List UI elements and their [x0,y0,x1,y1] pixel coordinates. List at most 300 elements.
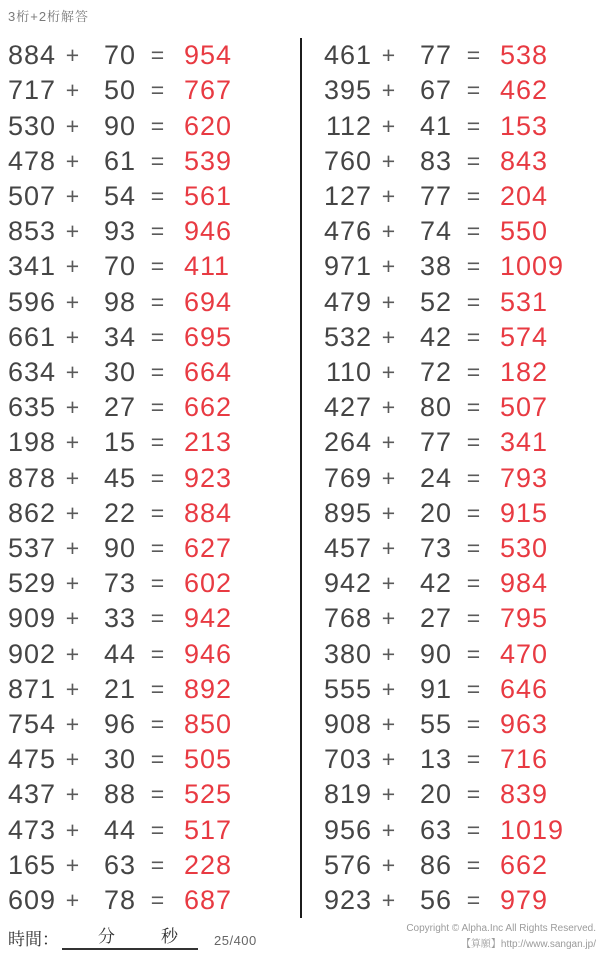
answer: 228 [184,849,233,880]
equals-sign: = [150,358,166,385]
equals-sign: = [466,358,482,385]
operand-b: 70 [103,251,136,282]
answer: 1009 [500,251,565,282]
operand-b: 90 [103,532,136,563]
problem-row [4,601,300,636]
operand-b: 34 [103,321,136,352]
problem-row [320,672,600,707]
answer: 767 [184,75,233,106]
equals-sign: = [466,851,482,878]
operand-b: 73 [103,568,136,599]
equals-sign: = [150,781,166,808]
operand-a: 768 [323,603,372,634]
operand-a: 909 [7,603,56,634]
answer: 695 [184,321,233,352]
operand-a: 661 [7,321,56,352]
operand-a: 760 [323,145,372,176]
answer: 662 [184,392,233,423]
operand-b: 55 [419,708,452,739]
plus-sign: + [65,816,81,843]
operand-b: 38 [419,251,452,282]
plus-sign: + [381,429,397,456]
equals-sign: = [150,534,166,561]
problem-row [320,284,600,319]
problem-row [320,531,600,566]
answer: 694 [184,286,233,317]
problem-row [4,144,300,179]
answer: 550 [500,216,549,247]
answer: 946 [184,638,233,669]
page-title: 3桁+2桁解答 [8,9,90,24]
operand-b: 78 [103,884,136,915]
plus-sign: + [381,253,397,280]
operand-a: 475 [7,744,56,775]
plus-sign: + [381,288,397,315]
answer: 839 [500,779,549,810]
operand-a: 769 [323,462,372,493]
operand-a: 380 [323,638,372,669]
plus-sign: + [381,710,397,737]
plus-sign: + [65,147,81,174]
plus-sign: + [65,640,81,667]
problem-row [320,320,600,355]
minutes-label: 分 [98,927,115,946]
problem-row [320,108,600,143]
operand-a: 529 [7,568,56,599]
answer: 946 [184,216,233,247]
equals-sign: = [466,886,482,913]
plus-sign: + [381,182,397,209]
operand-b: 52 [419,286,452,317]
answer: 687 [184,884,233,915]
equals-sign: = [150,253,166,280]
operand-b: 30 [103,356,136,387]
problem-row [4,214,300,249]
operand-b: 27 [103,392,136,423]
problem-row [4,707,300,742]
answer: 646 [500,673,549,704]
problem-row [4,566,300,601]
answer: 923 [184,462,233,493]
equals-sign: = [466,605,482,632]
operand-a: 635 [7,392,56,423]
operand-a: 895 [323,497,372,528]
equals-sign: = [466,42,482,69]
answer: 850 [184,708,233,739]
problem-row [320,249,600,284]
equals-sign: = [466,112,482,139]
answer: 531 [500,286,549,317]
operand-b: 30 [103,744,136,775]
answer: 915 [500,497,549,528]
answer: 213 [184,427,233,458]
equals-sign: = [150,746,166,773]
problem-row [320,601,600,636]
operand-b: 54 [103,180,136,211]
operand-a: 530 [7,110,56,141]
operand-a: 609 [7,884,56,915]
problem-row [320,777,600,812]
answer: 984 [500,568,549,599]
problem-row [4,425,300,460]
problem-row [320,144,600,179]
plus-sign: + [65,464,81,491]
plus-sign: + [65,358,81,385]
equals-sign: = [150,464,166,491]
problem-row [4,73,300,108]
operand-a: 923 [323,884,372,915]
equals-sign: = [466,288,482,315]
problem-row [320,460,600,495]
answer: 963 [500,708,549,739]
operand-b: 24 [419,462,452,493]
operand-b: 20 [419,779,452,810]
problem-row [4,249,300,284]
problem-row [320,883,600,918]
operand-b: 42 [419,321,452,352]
equals-sign: = [150,605,166,632]
plus-sign: + [381,746,397,773]
equals-sign: = [466,147,482,174]
operand-a: 479 [323,286,372,317]
equals-sign: = [150,710,166,737]
plus-sign: + [381,323,397,350]
operand-a: 427 [323,392,372,423]
time-label: 時間： [8,930,59,949]
equals-sign: = [466,182,482,209]
problem-row [320,38,600,73]
problem-row [4,636,300,671]
operand-a: 555 [323,673,372,704]
equals-sign: = [150,77,166,104]
plus-sign: + [381,886,397,913]
problem-row [4,777,300,812]
operand-a: 476 [323,216,372,247]
plus-sign: + [381,851,397,878]
problem-row [320,425,600,460]
operand-b: 96 [103,708,136,739]
answer: 884 [184,497,233,528]
operand-a: 703 [323,744,372,775]
answer: 979 [500,884,549,915]
plus-sign: + [381,816,397,843]
operand-a: 127 [323,180,372,211]
operand-b: 83 [419,145,452,176]
equals-sign: = [150,323,166,350]
answer: 525 [184,779,233,810]
problem-row [4,38,300,73]
equals-sign: = [466,218,482,245]
operand-b: 72 [419,356,452,387]
answer: 204 [500,180,549,211]
problem-row [320,179,600,214]
equals-sign: = [466,534,482,561]
operand-b: 77 [419,180,452,211]
operand-a: 902 [7,638,56,669]
operand-a: 884 [7,40,56,71]
seconds-label: 秒 [161,927,178,946]
problem-row [4,284,300,319]
plus-sign: + [381,605,397,632]
equals-sign: = [466,429,482,456]
equals-sign: = [150,218,166,245]
problem-row [320,812,600,847]
operand-b: 63 [103,849,136,880]
problem-row [4,812,300,847]
operand-b: 56 [419,884,452,915]
operand-b: 13 [419,744,452,775]
copyright-block [406,921,596,952]
operand-a: 537 [7,532,56,563]
problem-row [4,848,300,883]
equals-sign: = [150,886,166,913]
equals-sign: = [466,323,482,350]
operand-a: 717 [7,75,56,106]
plus-sign: + [65,605,81,632]
copyright-line2: 【算願】http://www.sangan.jp/ [460,938,596,950]
problem-row [320,848,600,883]
problems-area [0,38,600,918]
equals-sign: = [150,851,166,878]
plus-sign: + [65,534,81,561]
operand-b: 22 [103,497,136,528]
operand-b: 45 [103,462,136,493]
answer: 411 [184,251,231,282]
answer: 664 [184,356,233,387]
problem-row [4,672,300,707]
problem-row [320,566,600,601]
problem-row [4,742,300,777]
plus-sign: + [65,710,81,737]
operand-b: 80 [419,392,452,423]
problem-row [4,108,300,143]
copyright-line1: Copyright © Alpha.Inc All Rights Reserved. [406,923,596,934]
operand-b: 15 [103,427,136,458]
plus-sign: + [65,886,81,913]
answer: 843 [500,145,549,176]
plus-sign: + [381,534,397,561]
plus-sign: + [381,77,397,104]
answer: 153 [500,110,549,141]
problem-row [320,73,600,108]
equals-sign: = [150,816,166,843]
operand-a: 198 [7,427,56,458]
operand-a: 112 [325,110,372,141]
operand-b: 88 [103,779,136,810]
equals-sign: = [466,394,482,421]
problem-row [4,179,300,214]
plus-sign: + [65,499,81,526]
equals-sign: = [466,746,482,773]
answer: 505 [184,744,233,775]
plus-sign: + [65,851,81,878]
problem-row [320,707,600,742]
operand-a: 532 [323,321,372,352]
plus-sign: + [381,464,397,491]
plus-sign: + [65,42,81,69]
operand-b: 90 [103,110,136,141]
operand-a: 971 [323,251,372,282]
equals-sign: = [466,570,482,597]
equals-sign: = [466,710,482,737]
answer: 892 [184,673,233,704]
equals-sign: = [466,499,482,526]
operand-a: 473 [7,814,56,845]
answer: 561 [184,180,233,211]
answer: 627 [184,532,233,563]
answer: 793 [500,462,549,493]
operand-a: 341 [7,251,56,282]
plus-sign: + [65,675,81,702]
problem-row [4,390,300,425]
equals-sign: = [150,675,166,702]
operand-b: 33 [103,603,136,634]
problem-row [320,214,600,249]
answer: 182 [500,356,549,387]
problem-row [4,531,300,566]
operand-a: 871 [7,673,56,704]
page-count: 25/400 [214,933,257,948]
answer: 530 [500,532,549,563]
problem-row [320,390,600,425]
problem-row [4,460,300,495]
answer: 942 [184,603,233,634]
equals-sign: = [466,77,482,104]
problems-column-right [300,38,600,918]
equals-sign: = [150,42,166,69]
answer: 602 [184,568,233,599]
operand-b: 70 [103,40,136,71]
answer: 517 [184,814,233,845]
equals-sign: = [466,253,482,280]
operand-a: 264 [323,427,372,458]
operand-b: 77 [419,427,452,458]
operand-a: 395 [323,75,372,106]
operand-a: 507 [7,180,56,211]
operand-a: 908 [323,708,372,739]
problem-row [4,320,300,355]
operand-a: 596 [7,286,56,317]
answer: 538 [500,40,549,71]
equals-sign: = [150,394,166,421]
operand-a: 478 [7,145,56,176]
time-fill-in-blank [62,922,198,950]
plus-sign: + [65,323,81,350]
answer: 620 [184,110,233,141]
problem-row [4,883,300,918]
problem-row [320,355,600,390]
plus-sign: + [381,499,397,526]
equals-sign: = [150,640,166,667]
plus-sign: + [65,429,81,456]
equals-sign: = [466,640,482,667]
operand-b: 67 [419,75,452,106]
equals-sign: = [466,816,482,843]
plus-sign: + [381,218,397,245]
operand-b: 73 [419,532,452,563]
answer: 462 [500,75,549,106]
operand-b: 63 [419,814,452,845]
plus-sign: + [381,570,397,597]
operand-b: 50 [103,75,136,106]
operand-b: 74 [419,216,452,247]
answer: 470 [500,638,549,669]
plus-sign: + [381,42,397,69]
operand-b: 27 [419,603,452,634]
problem-row [4,355,300,390]
equals-sign: = [150,570,166,597]
plus-sign: + [65,781,81,808]
operand-a: 878 [7,462,56,493]
equals-sign: = [466,675,482,702]
plus-sign: + [381,394,397,421]
answer: 716 [500,744,549,775]
equals-sign: = [150,429,166,456]
plus-sign: + [381,781,397,808]
operand-a: 165 [7,849,56,880]
answer: 539 [184,145,233,176]
answer: 574 [500,321,549,352]
operand-a: 853 [7,216,56,247]
plus-sign: + [65,394,81,421]
equals-sign: = [150,112,166,139]
operand-b: 90 [419,638,452,669]
plus-sign: + [381,675,397,702]
problem-row [4,496,300,531]
operand-b: 21 [103,673,136,704]
plus-sign: + [381,640,397,667]
operand-a: 862 [7,497,56,528]
operand-b: 44 [103,814,136,845]
plus-sign: + [65,182,81,209]
answer: 954 [184,40,233,71]
operand-b: 98 [103,286,136,317]
plus-sign: + [381,147,397,174]
problems-column-left [0,38,300,918]
plus-sign: + [65,570,81,597]
operand-a: 819 [323,779,372,810]
plus-sign: + [381,358,397,385]
plus-sign: + [65,746,81,773]
problem-row [320,496,600,531]
operand-b: 41 [419,110,452,141]
answer: 795 [500,603,549,634]
operand-b: 44 [103,638,136,669]
operand-a: 754 [7,708,56,739]
answer: 1019 [500,814,565,845]
operand-a: 461 [323,40,372,71]
operand-a: 110 [325,356,372,387]
equals-sign: = [466,464,482,491]
operand-a: 634 [7,356,56,387]
problem-row [320,742,600,777]
operand-a: 437 [7,779,56,810]
plus-sign: + [65,253,81,280]
operand-b: 91 [419,673,452,704]
operand-b: 86 [419,849,452,880]
operand-a: 457 [323,532,372,563]
operand-b: 42 [419,568,452,599]
time-entry-line [8,922,257,950]
operand-a: 942 [323,568,372,599]
answer: 662 [500,849,549,880]
answer: 507 [500,392,549,423]
plus-sign: + [381,112,397,139]
equals-sign: = [150,499,166,526]
plus-sign: + [65,77,81,104]
operand-b: 61 [103,145,136,176]
operand-b: 93 [103,216,136,247]
